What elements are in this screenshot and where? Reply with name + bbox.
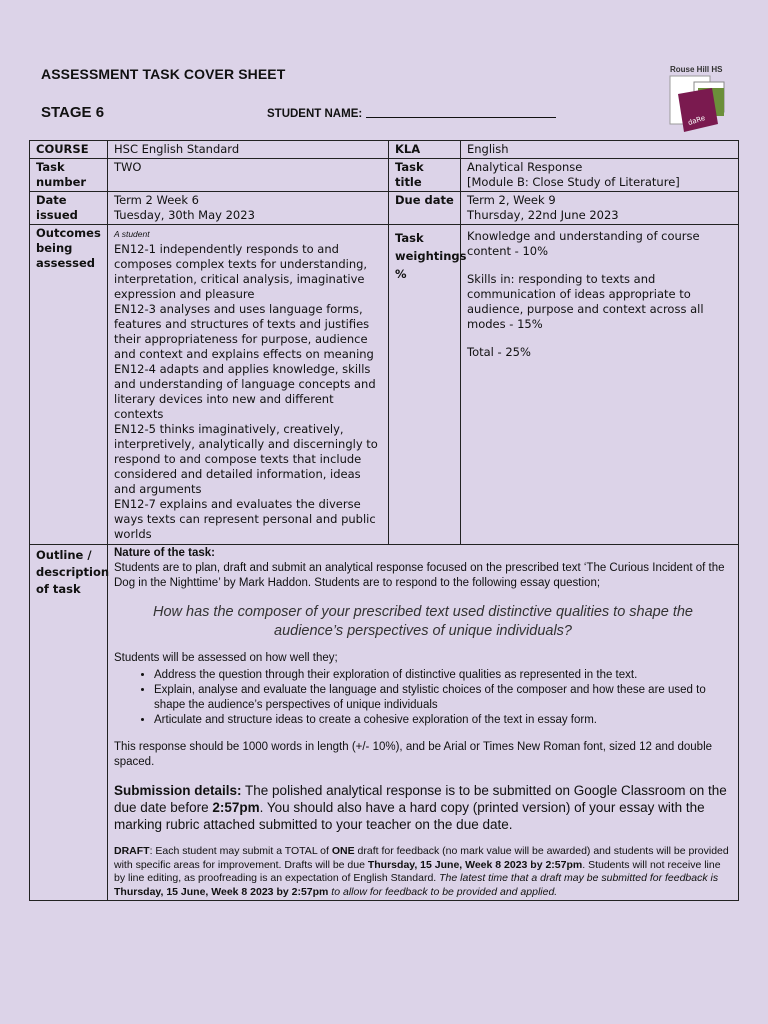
- outline-label: Outline / description of task: [30, 545, 108, 901]
- date-issued-label: Date issued: [30, 192, 108, 225]
- task-number-row: [30, 159, 739, 192]
- outcome-item: EN12-5 thinks imaginatively, creatively, interpretively, analytically and discerningly to respond to and compose texts that include considered and detailed information, ideas and arguments: [114, 422, 378, 496]
- outline-row: [30, 545, 739, 901]
- stage-label: STAGE 6: [41, 104, 105, 121]
- task-title-value: [461, 159, 739, 192]
- date-issued-value: [108, 192, 389, 225]
- logo-sub-text: daRe: [686, 113, 707, 128]
- cover-sheet-table: [29, 140, 739, 901]
- criteria-item: • Explain, analyse and evaluate the language and stylistic choices of the composer and how these are used to shape the audience’s perspectives of unique individuals: [154, 683, 732, 713]
- task-title-label: Task title: [389, 159, 461, 192]
- date-issued-term: Term 2 Week 6: [114, 193, 199, 207]
- task-number-value: TWO: [108, 159, 389, 192]
- due-date-value: [461, 192, 739, 225]
- student-name-field: [267, 108, 556, 120]
- task-title-module: [Module B: Close Study of Literature]: [467, 175, 680, 189]
- draft-details: DRAFT: Each student may submit a TOTAL of ONE draft for feedback (no mark value will be awarded) and students will be provided with specific areas for improvement. Drafts will be due Thursday, 15 June, Week 8 2023 by 2:57pm. Students will not receive line by line editing, as proofreading is an expectation of English Standard. The latest time that a draft may be submitted for feedback is Thursday, 15 June, Week 8 2023 by 2:57pm to allow for feedback to be provided and applied.: [114, 845, 729, 898]
- length-requirements: This response should be 1000 words in length (+/- 10%), and be Arial or Times New Roman font, sized 12 and double spaced.: [114, 741, 713, 768]
- draft-due-date: Thursday, 15 June, Week 8 2023 by 2:57pm: [367, 858, 583, 871]
- weighting-total: Total - 25%: [467, 345, 531, 359]
- outcomes-row: [30, 225, 739, 545]
- page-title: ASSESSMENT TASK COVER SHEET: [41, 66, 286, 82]
- kla-value: English: [461, 141, 739, 159]
- weighting-skills: Skills in: responding to texts and communication of ideas appropriate to audience, purpose and context across all modes - 15%: [467, 272, 704, 331]
- task-description: [108, 545, 739, 901]
- logo-school-name: Rouse Hill HS: [670, 65, 723, 74]
- outcome-item: EN12-3 analyses and uses language forms, features and structures of texts and justifies their appropriateness for purpose, audience and context and explains effects on meaning: [114, 302, 374, 361]
- due-date-term: Term 2, Week 9: [467, 193, 556, 207]
- submission-time: 2:57pm: [212, 800, 260, 815]
- criteria-item: • Articulate and structure ideas to create a cohesive exploration of the text in essay form.: [154, 713, 732, 728]
- due-date-label: Due date: [389, 192, 461, 225]
- draft-label: DRAFT: [114, 845, 150, 857]
- assessment-criteria-list: [114, 668, 732, 728]
- criteria-item: • Address the question through their exploration of distinctive qualities as represented in the text.: [154, 668, 732, 683]
- date-issued-date: Tuesday, 30th May 2023: [114, 208, 255, 222]
- essay-question: How has the composer of your prescribed text used distinctive qualities to shape the audience’s perspectives of unique individuals?: [152, 604, 693, 639]
- course-value: HSC English Standard: [108, 141, 389, 159]
- course-label: COURSE: [30, 141, 108, 159]
- outcome-item: EN12-1 independently responds to and composes complex texts for understanding, interpretation, critical analysis, imaginative expression and pleasure: [114, 242, 368, 301]
- student-name-label: STUDENT NAME:: [267, 108, 363, 120]
- submission-label: Submission details:: [114, 783, 242, 798]
- weightings-value: [461, 225, 739, 545]
- assessed-intro: Students will be assessed on how well they;: [114, 652, 338, 664]
- kla-label: KLA: [389, 141, 461, 159]
- due-date-date: Thursday, 22nd June 2023: [467, 208, 619, 222]
- outcome-item: EN12-4 adapts and applies knowledge, skills and understanding of language concepts and literary devices into new and different contexts: [114, 362, 376, 421]
- course-row: [30, 141, 739, 159]
- outcomes-list: [108, 225, 389, 545]
- school-logo: [668, 62, 730, 136]
- outcomes-intro: A student: [114, 229, 150, 239]
- submission-details: Submission details: The polished analytical response is to be submitted on Google Classroom on the due date before 2:57pm. You should also have a hard copy (printed version) of your essay with the marking rubric attached submitted to your teacher on the due date.: [114, 783, 727, 832]
- weightings-label: Task weightings %: [389, 225, 461, 545]
- weighting-knowledge: Knowledge and understanding of course content - 10%: [467, 229, 700, 258]
- outcome-item: EN12-7 explains and evaluates the diverse ways texts can represent personal and public worlds: [114, 497, 376, 541]
- student-name-line: [366, 117, 556, 118]
- nature-text: Students are to plan, draft and submit an analytical response focused on the prescribed text ‘The Curious Incident of the Dog in the Nighttime’ by Mark Haddon. Students are to respond to the following essay question;: [114, 562, 725, 589]
- task-title-line: Analytical Response: [467, 160, 583, 174]
- outcomes-label: Outcomes being assessed: [30, 225, 108, 545]
- dates-row: [30, 192, 739, 225]
- nature-heading: Nature of the task:: [114, 547, 215, 559]
- task-number-label: Task number: [30, 159, 108, 192]
- draft-latest-date: Thursday, 15 June, Week 8 2023 by 2:57pm: [114, 885, 329, 898]
